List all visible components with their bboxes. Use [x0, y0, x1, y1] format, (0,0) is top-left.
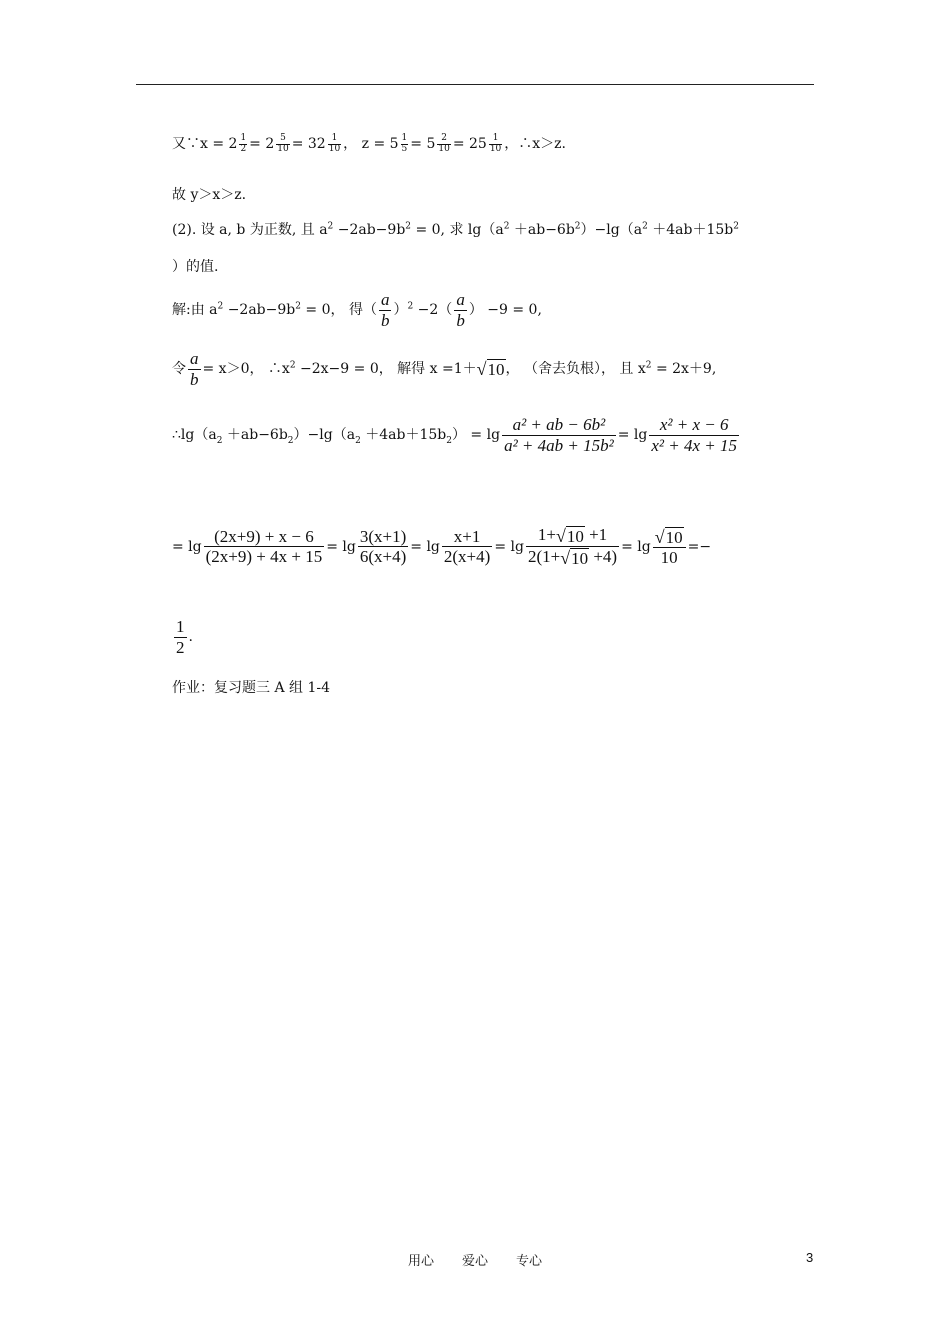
text: ＋ab−6b	[509, 222, 575, 238]
text: = lg	[621, 538, 651, 555]
num: (2x+9) + x − 6	[204, 527, 325, 548]
solution-result	[172, 617, 193, 657]
text: = 2	[249, 136, 275, 152]
sub: 2	[287, 435, 294, 446]
fraction-a-over-b	[379, 290, 392, 330]
fraction-expression	[649, 415, 739, 455]
num: 1	[176, 617, 185, 636]
sup: 2	[645, 360, 652, 371]
sup: 2	[289, 360, 296, 371]
text: = 2x＋9,	[651, 361, 717, 378]
text: ＋4ab＋15b	[360, 427, 447, 444]
num: 1	[240, 133, 247, 144]
text: −2（	[413, 302, 453, 319]
exponent-fraction	[437, 134, 450, 154]
sub: 2	[446, 435, 452, 446]
radical-sign: √	[654, 526, 665, 547]
exponent-fraction	[239, 134, 247, 154]
sqrt-10	[560, 548, 589, 569]
num: 1	[328, 134, 341, 144]
den: x² + 4x + 15	[651, 435, 737, 455]
text: = lg	[172, 538, 202, 555]
radical-sign: √	[555, 525, 566, 546]
sup: 2	[217, 301, 224, 312]
radicand: 10	[571, 549, 589, 569]
den: 10	[277, 143, 289, 154]
sqrt-10	[655, 527, 684, 548]
den: 10	[489, 143, 502, 154]
den: b	[190, 369, 199, 389]
footer-text: 专心	[516, 1254, 543, 1269]
text: ）	[393, 302, 408, 319]
text: = 25	[452, 136, 487, 152]
text: −2ab−9b	[223, 302, 296, 319]
den: (2x+9) + 4x + 15	[205, 547, 323, 567]
sup: 2	[503, 221, 510, 232]
num: 5	[276, 134, 289, 144]
num: 1	[401, 133, 408, 144]
text: ＋ab−6b	[222, 427, 288, 444]
num: x² + x − 6	[649, 415, 739, 436]
problem-2-statement-cont: ）的值.	[172, 259, 219, 275]
text: = lg	[326, 538, 356, 555]
text: 1+	[537, 525, 556, 544]
num: 1	[489, 134, 502, 144]
sup: 2	[642, 221, 648, 232]
sqrt-10	[556, 526, 585, 547]
fraction-expression	[526, 525, 619, 569]
den: 10	[438, 143, 450, 154]
text: 令	[172, 361, 186, 378]
text: +1	[584, 525, 608, 544]
text: −2ab−9b	[333, 222, 406, 238]
text: (2). 设 a, b 为正数, 且 a	[172, 222, 328, 238]
footer-text: 用心	[407, 1254, 434, 1269]
solution-line-1	[172, 290, 542, 330]
solution-line-3	[172, 415, 741, 455]
homework-line: 作业：复习题三 A 组 1-4	[172, 680, 331, 696]
sup: 2	[574, 221, 581, 232]
text: 又∵x = 2	[172, 136, 238, 152]
sup: 2	[407, 301, 414, 312]
sup: 2	[733, 221, 739, 232]
fraction-a-over-b	[454, 290, 467, 330]
exponent-fraction	[328, 134, 341, 154]
radicand: 10	[665, 527, 683, 547]
text: ， （舍去负根）， 且 x	[505, 361, 646, 378]
text: 2(1+	[527, 547, 561, 567]
num	[653, 526, 686, 548]
text: = 0， 得（	[300, 302, 377, 319]
den: b	[380, 310, 390, 330]
text: .	[188, 629, 193, 646]
exponent-fraction	[276, 134, 289, 154]
line-conclusion: 故 y＞x＞z.	[172, 187, 247, 203]
text: +4)	[589, 547, 618, 567]
sup: 2	[405, 221, 412, 232]
footer-text: 爱心	[461, 1254, 488, 1269]
text: ， z = 5	[343, 136, 399, 152]
page-number: 3	[806, 1250, 814, 1265]
text: ∴lg（a	[172, 427, 217, 444]
radicand: 10	[487, 359, 505, 379]
fraction-expression	[358, 527, 408, 567]
fraction-expression	[442, 527, 492, 567]
fraction-one-half	[174, 617, 187, 657]
text: ＋4ab＋15b	[647, 222, 734, 238]
den: 2	[176, 637, 185, 657]
num: a² + ab − 6b²	[502, 415, 616, 436]
den: 2(x+4)	[443, 547, 491, 567]
den: a² + 4ab + 15b²	[504, 435, 614, 455]
exponent-fraction	[401, 134, 409, 154]
text: = 5	[410, 136, 436, 152]
text: ）−lg（a	[293, 427, 356, 444]
num: 3(x+1)	[359, 526, 407, 546]
radical-sign: √	[476, 358, 487, 379]
radical-sign: √	[560, 548, 571, 569]
den: 10	[660, 548, 678, 568]
sub: 2	[216, 435, 223, 446]
sup: 2	[295, 301, 301, 312]
solution-line-4	[172, 525, 711, 569]
text: = x＞0， ∴x	[202, 361, 290, 378]
text: ） −9 = 0,	[468, 302, 542, 319]
num: 2	[437, 134, 450, 144]
line-x-z-comparison	[172, 133, 566, 154]
solution-line-2	[172, 349, 716, 389]
text: = 0, 求 lg（a	[411, 222, 504, 238]
num: a	[456, 290, 465, 309]
radicand: 10	[566, 526, 584, 546]
exponent-fraction	[489, 134, 502, 154]
text: ） = lg	[451, 427, 501, 444]
text: −2x−9 = 0， 解得 x =1＋	[295, 361, 477, 378]
problem-2-statement	[172, 219, 739, 239]
text: = lg	[410, 538, 440, 555]
num	[526, 525, 619, 547]
text: = 32	[291, 136, 326, 152]
fraction-expression	[502, 415, 616, 455]
den: b	[456, 310, 465, 330]
text: =−	[687, 538, 712, 555]
den: 2	[240, 143, 247, 154]
header-rule	[136, 84, 814, 85]
fraction-expression	[653, 526, 686, 568]
num: a	[190, 349, 199, 368]
sup: 2	[327, 221, 334, 232]
sub: 2	[355, 435, 361, 446]
den: 10	[328, 143, 341, 154]
den: 6(x+4)	[359, 547, 407, 567]
text: ，∴x＞z.	[504, 136, 567, 152]
fraction-a-over-b	[188, 349, 201, 389]
text: 解:由 a	[172, 302, 218, 319]
text: = lg	[617, 427, 648, 444]
text: = lg	[494, 538, 524, 555]
num: a	[380, 290, 390, 309]
den: 5	[401, 143, 408, 154]
sqrt-10	[477, 359, 506, 380]
den	[526, 547, 619, 568]
num: x+1	[442, 527, 492, 548]
fraction-expression	[204, 527, 325, 567]
text: ）−lg（a	[580, 222, 643, 238]
